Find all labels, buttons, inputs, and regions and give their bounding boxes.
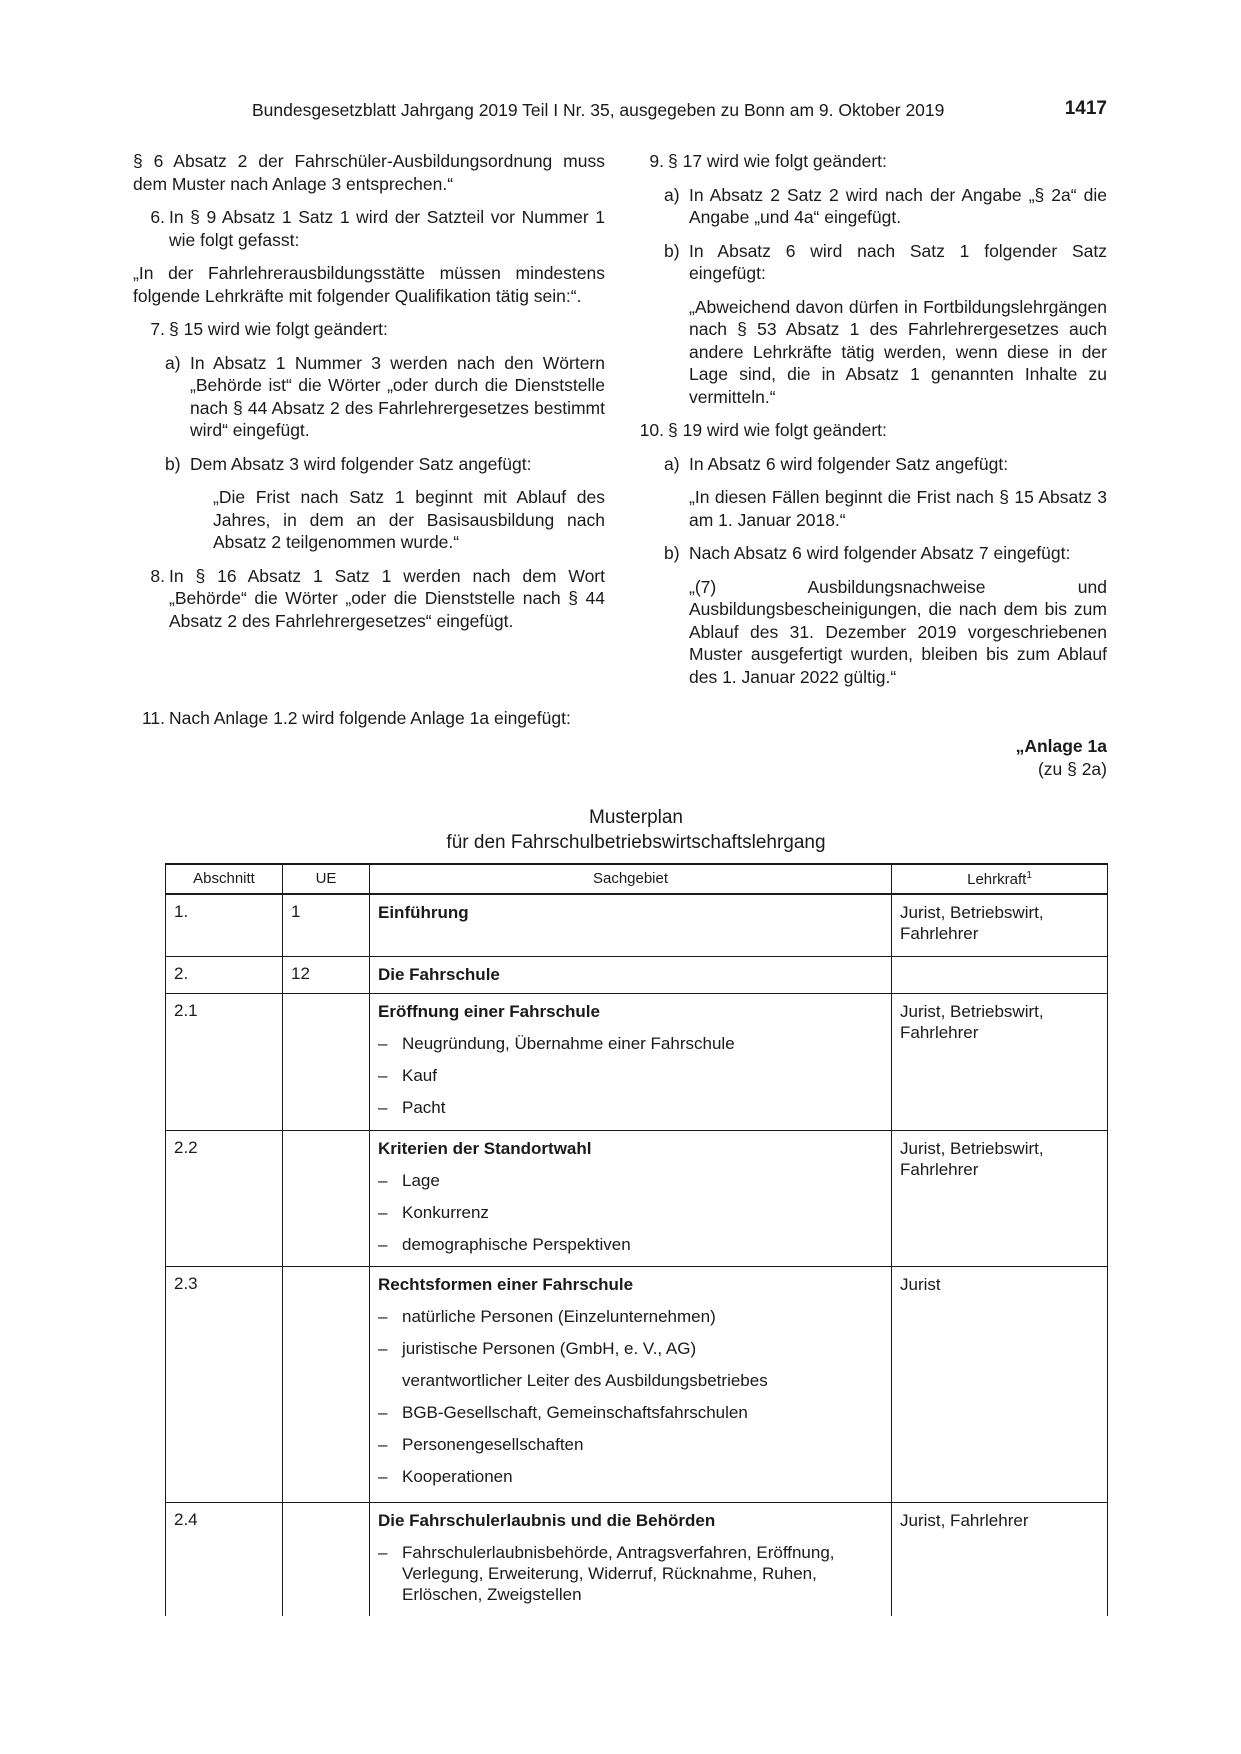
dash-bullet: – (378, 1066, 388, 1086)
list-item (378, 1466, 883, 1487)
cell-abschnitt: 2.3 (166, 1267, 283, 1503)
list-item-text: BGB-Gesellschaft, Gemeinschaftsfahrschulen (402, 1403, 748, 1423)
item-text: In § 16 Absatz 1 Satz 1 werden nach dem Wort „Behörde“ die Wörter „oder die Dienststelle nach § 44 Absatz 2 des Fahrlehrergesetzes“ eingefügt. (169, 565, 605, 631)
table-row (166, 1130, 1108, 1267)
cell-lehrkraft (892, 957, 1108, 994)
cell-sachgebiet (370, 994, 892, 1131)
sachgebiet-title: Einführung (378, 903, 469, 922)
cell-sachgebiet (370, 1267, 892, 1503)
page-number: 1417 (1064, 98, 1107, 119)
item-number: 8. (150, 565, 165, 586)
sachgebiet-title: Kriterien der Standortwahl (378, 1138, 592, 1158)
item-number: 6. (150, 207, 165, 227)
item-6 (133, 206, 605, 251)
sachgebiet-title: Die Fahrschulerlaubnis und die Behörden (378, 1511, 716, 1531)
right-column (632, 150, 1107, 688)
table-row (166, 1503, 1108, 1616)
item-7-b-quote: „Die Frist nach Satz 1 beginnt mit Ablauf des Jahres, in dem an der Basisausbildung nach Absatz 2 teilgenommen wurde.“ (213, 487, 605, 552)
dash-bullet: – (378, 1098, 388, 1118)
list-item-text: Pacht (402, 1098, 446, 1118)
cell-abschnitt: 2.1 (166, 994, 283, 1131)
sub-text: In Absatz 6 wird folgender Satz angefügt: (689, 453, 1009, 474)
item-9-b (664, 240, 1107, 285)
list-item (378, 1306, 883, 1327)
sachgebiet-title: Die Fahrschule (378, 965, 500, 985)
item-number: 10. (639, 420, 664, 440)
footnote-marker: 1 (1026, 870, 1032, 881)
list-item (378, 1234, 883, 1255)
item-9-b-quote: „Abweichend davon dürfen in Fortbildungslehrgängen nach § 53 Absatz 1 des Fahrlehrergesetzes auch andere Lehrkräfte tätig werden, wenn diese in der Lage sind, die in Absatz 1 genannten Inhalte zu vermitteln.“ (689, 296, 1107, 407)
dash-bullet: – (378, 1307, 388, 1327)
table-header-row (166, 864, 1108, 894)
cell-lehrkraft: Jurist (892, 1267, 1108, 1503)
list-item-text: Kooperationen (402, 1467, 513, 1487)
item-10-a-quote: „In diesen Fällen beginnt die Frist nach § 15 Absatz 3 am 1. Januar 2018.“ (689, 487, 1107, 530)
cell-lehrkraft: Jurist, Fahrlehrer (892, 1503, 1108, 1616)
list-item-text: Lage (402, 1170, 440, 1190)
list-item-text: Neugründung, Übernahme einer Fahrschule (402, 1034, 735, 1054)
list-item-text: Fahrschulerlaubnisbehörde, Antragsverfahren, Eröffnung, Verlegung, Erweiterung, Widerruf, Rücknahme, Ruhen, Erlöschen, Zweigstellen (402, 1543, 835, 1605)
musterplan-table (165, 863, 1108, 1616)
sub-text: In Absatz 1 Nummer 3 werden nach den Wörtern „Behörde ist“ die Wörter „oder durch die Dienststelle nach § 44 Absatz 2 des Fahrlehrergesetzes bestimmt wird“ eingefügt. (190, 352, 605, 440)
sub-text: Nach Absatz 6 wird folgender Absatz 7 eingefügt: (689, 543, 1071, 563)
header-sachgebiet: Sachgebiet (370, 864, 892, 894)
item-6-quote: „In der Fahrlehrerausbildungsstätte müssen mindestens folgende Lehrkräfte mit folgender Qualifikation tätig sein:“. (133, 263, 605, 306)
header-text: Bundesgesetzblatt Jahrgang 2019 Teil I Nr. 35, ausgegeben zu Bonn am 9. Oktober 2019 (252, 100, 945, 120)
list-item (378, 1402, 883, 1423)
item-11 (133, 708, 571, 729)
header-lehrkraft (892, 864, 1108, 894)
header-abschnitt: Abschnitt (166, 864, 283, 894)
item-10 (632, 419, 1107, 442)
dash-bullet: – (378, 1467, 388, 1487)
cell-sachgebiet (370, 1130, 892, 1267)
item-number: 9. (649, 151, 664, 171)
header-lehrkraft-label: Lehrkraft (967, 871, 1027, 888)
table-row (166, 1267, 1108, 1503)
cell-lehrkraft: Jurist, Betriebswirt, Fahrlehrer (892, 894, 1108, 957)
dash-bullet: – (378, 1234, 388, 1254)
dash-bullet: – (378, 1202, 388, 1222)
item-text: Nach Anlage 1.2 wird folgende Anlage 1a eingefügt: (169, 708, 571, 728)
list-item (378, 1033, 883, 1054)
anlage-title: „Anlage 1a (1015, 736, 1107, 756)
sub-label: b) (664, 543, 680, 563)
item-10-b (664, 542, 1107, 565)
cell-ue (283, 1130, 370, 1267)
list-item-text: demographische Perspektiven (402, 1234, 631, 1254)
cell-ue (283, 1267, 370, 1503)
item-7-b (165, 453, 605, 476)
list-item (378, 1542, 883, 1605)
sub-label: b) (664, 240, 680, 261)
list-item-text: Kauf (402, 1066, 437, 1086)
item-text: § 15 wird wie folgt geändert: (169, 319, 388, 339)
item-9 (632, 150, 1107, 173)
sub-label: a) (664, 184, 680, 205)
sub-label: a) (664, 453, 680, 474)
list-item-text: Personengesellschaften (402, 1435, 584, 1455)
dash-bullet: – (378, 1034, 388, 1054)
dash-bullet: – (378, 1543, 388, 1563)
plan-title-line2: für den Fahrschulbetriebswirtschaftslehrgang (446, 832, 826, 853)
item-7 (133, 318, 605, 341)
item-text: § 19 wird wie folgt geändert: (668, 420, 887, 440)
list-item (378, 1170, 883, 1191)
item-text: § 17 wird wie folgt geändert: (668, 151, 887, 171)
intro-text: § 6 Absatz 2 der Fahrschüler-Ausbildungsordnung muss dem Muster nach Anlage 3 entsprechen.“ (133, 151, 605, 194)
sub-label: a) (165, 352, 181, 373)
sub-label: b) (165, 453, 181, 474)
cell-ue: 1 (283, 894, 370, 957)
cell-sachgebiet (370, 1503, 892, 1616)
list-item (378, 1338, 883, 1359)
sub-text: In Absatz 2 Satz 2 wird nach der Angabe „§ 2a“ die Angabe „und 4a“ eingefügt. (689, 184, 1107, 227)
dash-bullet: – (378, 1339, 388, 1359)
cell-ue (283, 1503, 370, 1616)
item-10-a (664, 453, 1107, 476)
list-item-text: verantwortlicher Leiter des Ausbildungsbetriebes (402, 1371, 768, 1391)
item-text: In § 9 Absatz 1 Satz 1 wird der Satzteil vor Nummer 1 wie folgt gefasst: (169, 207, 605, 250)
table-row (166, 957, 1108, 994)
page-header (252, 98, 1107, 128)
cell-sachgebiet (370, 894, 892, 957)
list-item-text: natürliche Personen (Einzelunternehmen) (402, 1307, 716, 1327)
cell-ue (283, 994, 370, 1131)
sachgebiet-title: Eröffnung einer Fahrschule (378, 1002, 600, 1022)
item-7-a (165, 352, 605, 442)
list-item (378, 1202, 883, 1223)
cell-abschnitt: 2. (166, 957, 283, 994)
sub-text: In Absatz 6 wird nach Satz 1 folgender Satz eingefügt: (689, 240, 1107, 283)
sub-text: Dem Absatz 3 wird folgender Satz angefügt: (190, 453, 532, 474)
dash-bullet: – (378, 1403, 388, 1423)
cell-abschnitt: 2.4 (166, 1503, 283, 1616)
item-number: 7. (150, 319, 165, 339)
list-item-text: juristische Personen (GmbH, e. V., AG) (402, 1339, 697, 1359)
dash-bullet: – (378, 1435, 388, 1455)
cell-abschnitt: 1. (166, 894, 283, 957)
plan-title (165, 805, 1107, 855)
table-row (166, 994, 1108, 1131)
cell-ue: 12 (283, 957, 370, 994)
plan-title-line1: Musterplan (589, 807, 683, 828)
anlage-heading (1016, 735, 1107, 781)
list-item (378, 1434, 883, 1455)
table-row (166, 894, 1108, 957)
cell-abschnitt: 2.2 (166, 1130, 283, 1267)
left-column (133, 150, 605, 632)
cell-sachgebiet (370, 957, 892, 994)
list-item (378, 1370, 883, 1391)
item-10-b-quote: „(7) Ausbildungsnachweise und Ausbildungsbescheinigungen, die nach dem bis zum Ablauf des 31. Dezember 2019 vorgeschriebenen Muster ausgefertigt wurden, bleiben bis zum Ablauf des 1. Januar 2022 gültig.“ (689, 576, 1107, 687)
item-number: 11. (141, 708, 165, 728)
list-item-text: Konkurrenz (402, 1202, 489, 1222)
dash-bullet: – (378, 1170, 388, 1190)
cell-lehrkraft: Jurist, Betriebswirt, Fahrlehrer (892, 994, 1108, 1131)
cell-lehrkraft: Jurist, Betriebswirt, Fahrlehrer (892, 1130, 1108, 1267)
anlage-ref: (zu § 2a) (1037, 759, 1107, 779)
list-item (378, 1065, 883, 1086)
sachgebiet-title: Rechtsformen einer Fahrschule (378, 1275, 634, 1295)
item-9-a (664, 184, 1107, 229)
header-ue: UE (283, 864, 370, 894)
list-item (378, 1097, 883, 1118)
item-8 (133, 565, 605, 633)
